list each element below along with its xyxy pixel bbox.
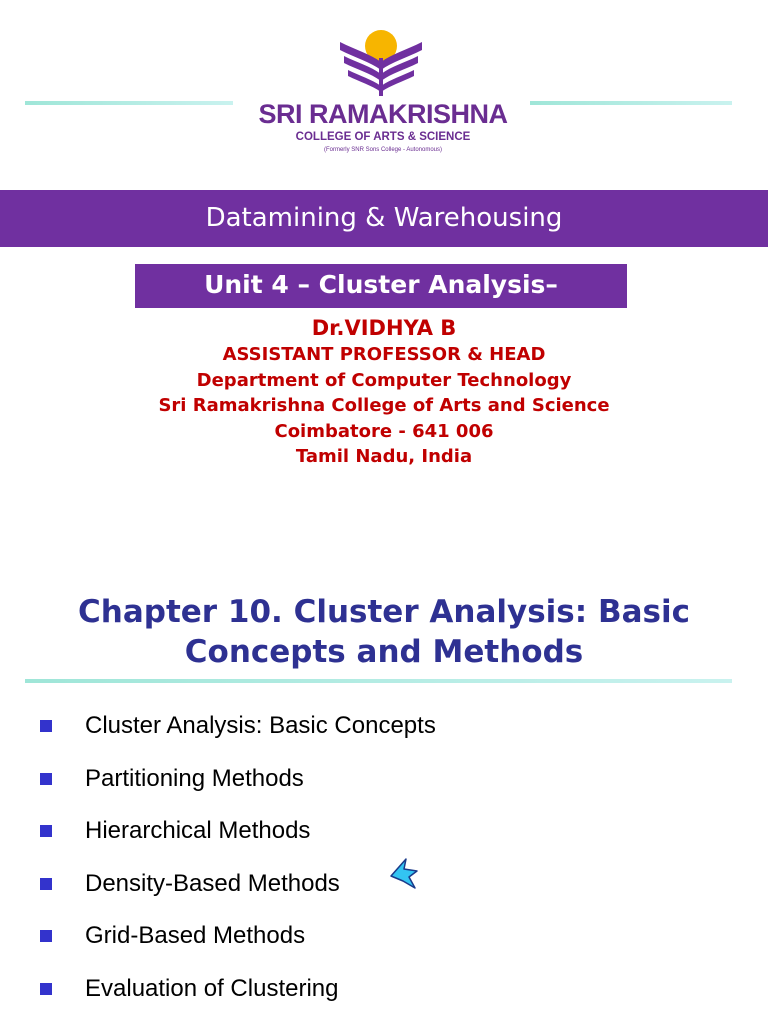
topic-item — [40, 963, 640, 1016]
topic-label: Hierarchical Methods — [85, 817, 311, 845]
square-bullet-icon — [40, 825, 52, 837]
square-bullet-icon — [40, 720, 52, 732]
square-bullet-icon — [40, 878, 52, 890]
square-bullet-icon — [40, 983, 52, 995]
college-subtitle: COLLEGE OF ARTS & SCIENCE — [295, 131, 471, 143]
topic-item — [40, 700, 640, 753]
topic-label: Grid-Based Methods — [85, 922, 306, 950]
college-note: (Formerly SNR Sons College - Autonomous) — [323, 147, 443, 153]
author-city: Coimbatore - 641 006 — [274, 420, 494, 442]
unit-title: Unit 4 – Cluster Analysis– — [204, 270, 558, 299]
author-name: Dr.VIDHYA B — [311, 316, 457, 340]
author-designation: ASSISTANT PROFESSOR & HEAD — [222, 344, 546, 365]
chapter-title-line-2: Concepts and Methods — [184, 634, 584, 670]
topic-label: Partitioning Methods — [85, 764, 304, 792]
author-institution: Sri Ramakrishna College of Arts and Science — [158, 395, 610, 417]
header-rule-right — [530, 101, 732, 105]
topic-item — [40, 753, 640, 806]
topic-label: Density-Based Methods — [85, 869, 340, 897]
author-block — [0, 314, 768, 470]
chapter-title — [0, 592, 768, 672]
topic-item — [40, 805, 640, 858]
course-title-banner: Datamining & Warehousing — [0, 190, 768, 247]
topic-item — [40, 910, 640, 963]
header-rule-left — [25, 101, 233, 105]
author-department: Department of Computer Technology — [196, 369, 572, 391]
author-state: Tamil Nadu, India — [295, 446, 473, 468]
chapter-title-line-1: Chapter 10. Cluster Analysis: Basic — [78, 594, 690, 630]
topic-item — [40, 858, 640, 911]
pointer-arrow-icon — [388, 857, 420, 891]
college-logo-icon — [336, 28, 426, 102]
chapter-rule — [25, 679, 732, 683]
square-bullet-icon — [40, 773, 52, 785]
topic-list — [40, 700, 640, 1015]
topic-label: Cluster Analysis: Basic Concepts — [85, 712, 436, 740]
topic-label: Evaluation of Clustering — [85, 974, 339, 1002]
square-bullet-icon — [40, 930, 52, 942]
college-name: SRI RAMAKRISHNA — [258, 99, 508, 129]
